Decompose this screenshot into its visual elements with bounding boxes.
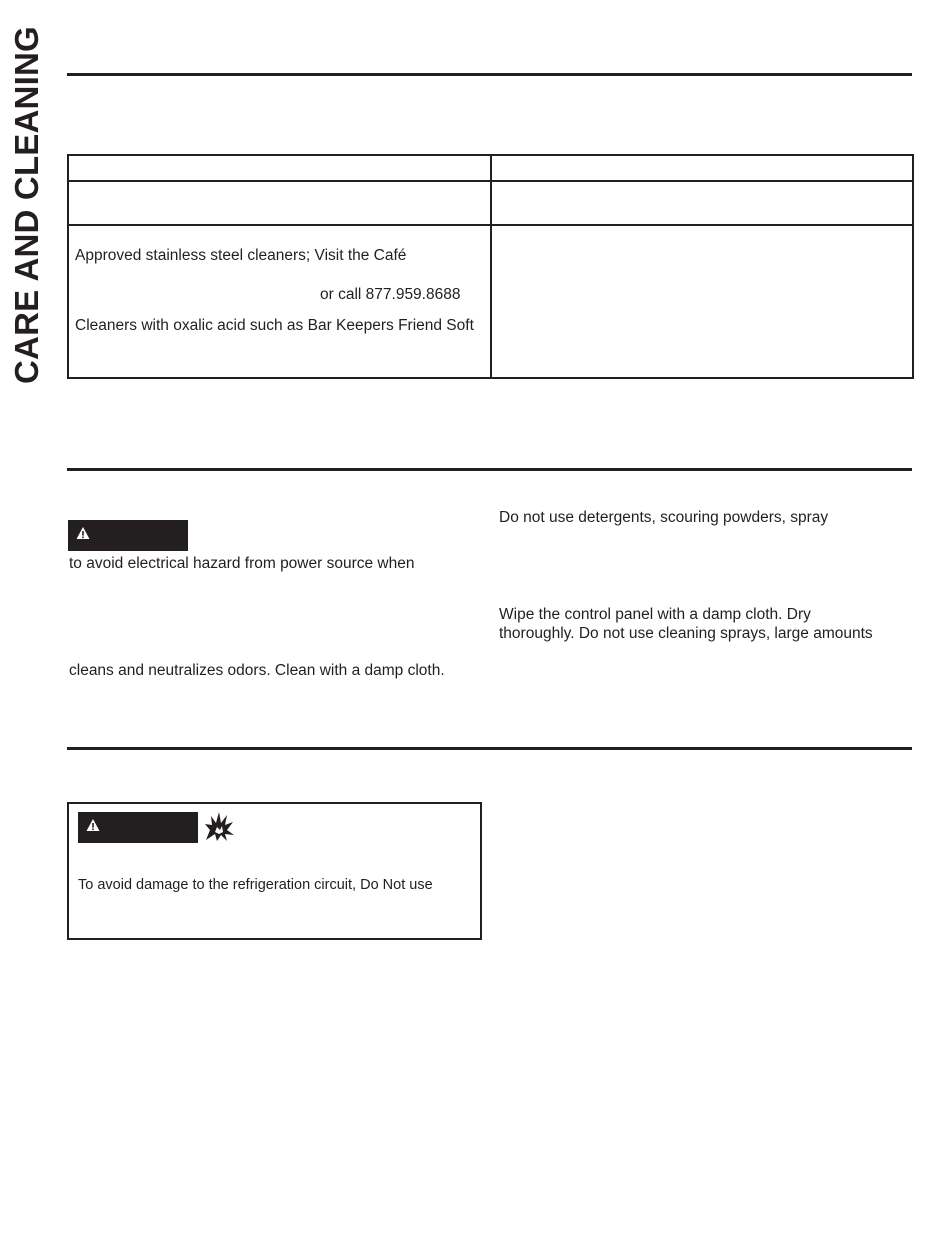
- section-divider-top: [67, 73, 912, 76]
- table-header-row: [68, 155, 913, 181]
- cleaner-table: [67, 154, 914, 379]
- section-divider-middle: [67, 468, 912, 471]
- table-cell: [491, 155, 913, 181]
- section-divider-bottom: [67, 747, 912, 750]
- table-text-line: Approved stainless steel cleaners; Visit the Café: [75, 247, 407, 264]
- warning-triangle-icon: [86, 818, 100, 832]
- body-text-line: to avoid electrical hazard from power source when: [69, 555, 415, 572]
- explosion-icon: [203, 810, 235, 842]
- table-cell: [68, 181, 491, 225]
- side-section-title: CARE AND CLEANING: [8, 26, 45, 384]
- table-text-phone: or call 877.959.8688: [320, 286, 461, 303]
- body-text-line: cleans and neutralizes odors. Clean with a damp cloth.: [69, 662, 445, 679]
- body-text-line: Wipe the control panel with a damp cloth. Dry: [499, 606, 811, 623]
- table-cell: [491, 225, 913, 378]
- table-row: [68, 181, 913, 225]
- table-text-line: Cleaners with oxalic acid such as Bar Keepers Friend Soft: [75, 317, 474, 334]
- caution-badge: [78, 812, 198, 843]
- caution-text: To avoid damage to the refrigeration circuit, Do Not use: [78, 877, 433, 893]
- warning-badge: [68, 520, 188, 551]
- body-text-line: Do not use detergents, scouring powders, spray: [499, 509, 829, 526]
- body-text-line: thoroughly. Do not use cleaning sprays, large amounts: [499, 625, 873, 642]
- caution-box: [67, 802, 482, 940]
- table-cell: [491, 181, 913, 225]
- warning-triangle-icon: [76, 526, 90, 540]
- table-cell: [68, 155, 491, 181]
